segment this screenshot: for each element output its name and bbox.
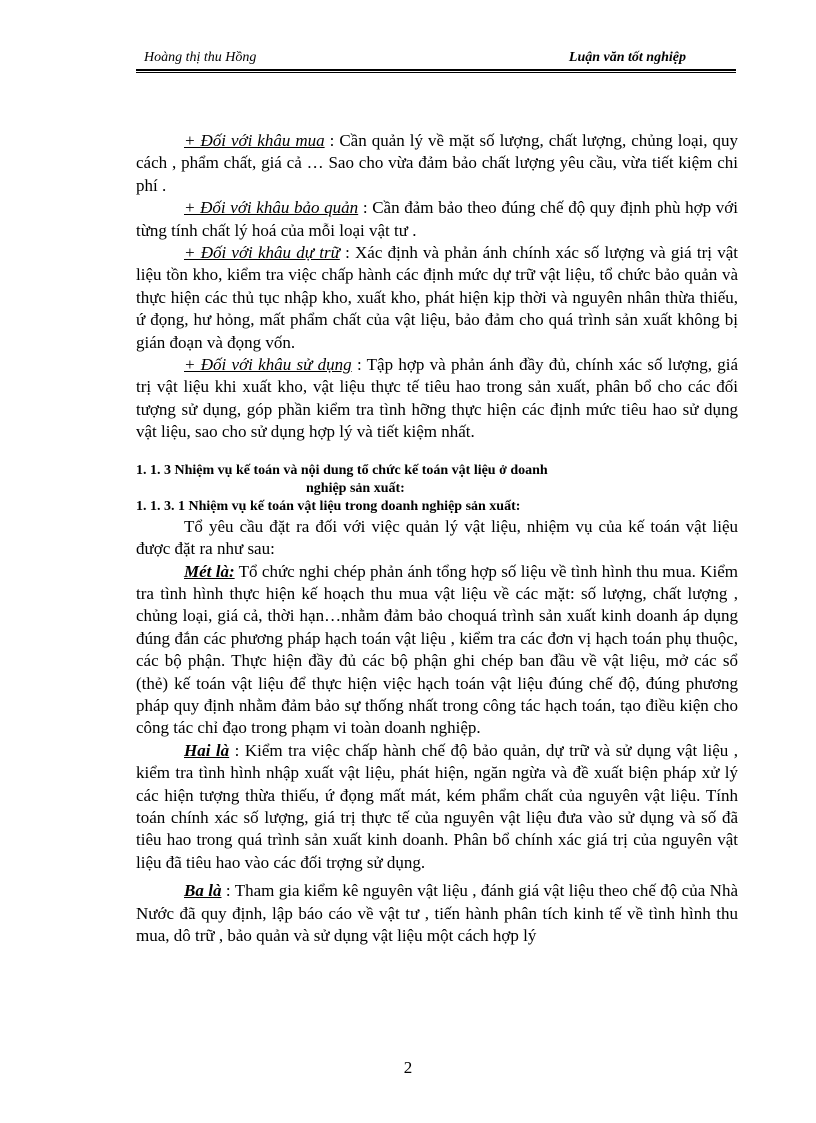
section-heading-1-1-3-1: 1. 1. 3. 1 Nhiệm vụ kế toán vật liệu trong doanh nghiệp sản xuất:	[136, 498, 521, 514]
paragraph-usage	[136, 354, 738, 444]
paragraph-intro: Tổ yêu cầu đặt ra đối với việc quản lý vật liệu, nhiệm vụ của kế toán vật liệu được đặt ra như sau:	[136, 516, 738, 559]
document-body	[136, 130, 738, 947]
header-rule	[136, 69, 736, 73]
reserve-text: : Xác định và phản ánh chính xác số lượng và giá trị vật liệu tồn kho, kiểm tra việc chấp hành các định mức dự trữ vật liệu, tổ chức bảo quản và thực hiện các thủ tục nhập kho, xuất kho, phát hiện kịp thời và nguyên nhân thừa thiếu, ứ đọng, hư hỏng, mất phẩm chất của vật liệu, bảo đảm cho quá trình sản xuất không bị gián đoạn và đọng vốn.	[136, 243, 738, 352]
storage-text: : Cần đảm bảo theo đúng chế độ quy định phù hợp với từng tính chất lý hoá của mỗi loại vật tư .	[136, 198, 738, 240]
section-heading-1-1-3-cont: nghiệp sản xuất:	[306, 480, 405, 496]
storage-label: + Đối với khâu bảo quản	[184, 198, 359, 218]
purchase-text: : Cần quản lý về mặt số lượng, chất lượng, chủng loại, quy cách , phẩm chất, giá cả … Sao cho vừa đảm bảo chất lượng yêu cầu, vừa tiết kiệm chi phí .	[136, 131, 738, 195]
task-two-label: Hai là	[184, 740, 230, 760]
task-three-label: Ba là	[184, 881, 222, 901]
task-one-text: Tổ chức nghi chép phản ánh tổng hợp số liệu về tình hình thu mua. Kiểm tra tình hình thực hiện kế hoạch thu mua vật liệu về các mặt: số lượng, chất lượng , chủng loại, giá cả, thời hạn…nhằm đảm bảo choquá trình sản xuất kinh doanh áp dụng đúng đắn các phương pháp hạch toán vật liệu , kiểm tra các đơn vị hạch toán phụ thuộc, các bộ phận. Thực hiện đầy đủ các bộ phận ghi chép ban đầu về vật liệu, mở các sổ (thẻ) kế toán vật liệu để thực hiện việc hạch toán vật liệu đúng chế độ, đúng phương pháp quy định nhằm đảm bảo sự thống nhất trong công tác hạch toán, tạo điều kiện cho công tác chỉ đạo trong phạm vi toàn doanh nghiệp.	[136, 561, 738, 738]
spacer	[136, 444, 738, 462]
paragraph-task-one	[136, 561, 738, 740]
reserve-label: + Đối với khâu dự trữ	[184, 243, 340, 263]
usage-label: + Đối với khâu sử dụng	[184, 355, 352, 375]
header-doc-type: Luận văn tốt nghiệp	[568, 50, 686, 65]
paragraph-task-three	[136, 880, 738, 947]
purchase-label: + Đối với khâu mua	[184, 131, 325, 150]
page-number: 2	[403, 1058, 413, 1077]
task-one-label: Mét là:	[184, 561, 235, 581]
paragraph-purchase	[136, 130, 738, 197]
usage-text: : Tập hợp và phản ánh đầy đủ, chính xác số lượng, giá trị vật liệu khi xuất kho, vật liệu thực tế tiêu hao trong sản xuất, phân bổ cho các đối tượng sử dụng, góp phần kiểm tra tình hỡng thực hiện các định mức tiêu hao sử dụng vật liệu, sao cho sử dụng hợp lý và tiết kiệm nhất.	[136, 355, 738, 442]
paragraph-task-two	[136, 740, 738, 874]
header-author: Hoàng thị thu Hồng	[144, 50, 257, 65]
section-heading-1-1-3: 1. 1. 3 Nhiệm vụ kế toán và nội dung tổ chức kế toán vật liệu ở doanh	[136, 462, 548, 478]
paragraph-reserve	[136, 242, 738, 354]
task-two-text: : Kiểm tra việc chấp hành chế độ bảo quản, dự trữ và sử dụng vật liệu , kiểm tra tình hình nhập xuất vật liệu, phát hiện, ngăn ngừa và đề xuất biện pháp xử lý các hiện tượng thừa thiếu, ứ đọng mất mát, kém phẩm chất của nguyên vật liệu. Tính toán chính xác số lượng, giá trị thực tế của nguyên vật liệu đưa vào sử dụng và số đã tiêu hao trong quá trình sản xuất kinh doanh. Phân bổ chính xác giá trị của nguyên vật liệu đã tiêu hao vào các đối trợng sử dụng.	[136, 740, 738, 872]
task-three-text: : Tham gia kiểm kê nguyên vật liệu , đánh giá vật liệu theo chế độ của Nhà Nước đã quy định, lập báo cáo về vật tư , tiến hành phân tích kinh tế về tình hình thu mua, dô trữ , bảo quản và sử dụng vật liệu một cách hợp lý	[136, 881, 738, 945]
paragraph-storage	[136, 197, 738, 242]
page-header	[136, 50, 736, 70]
